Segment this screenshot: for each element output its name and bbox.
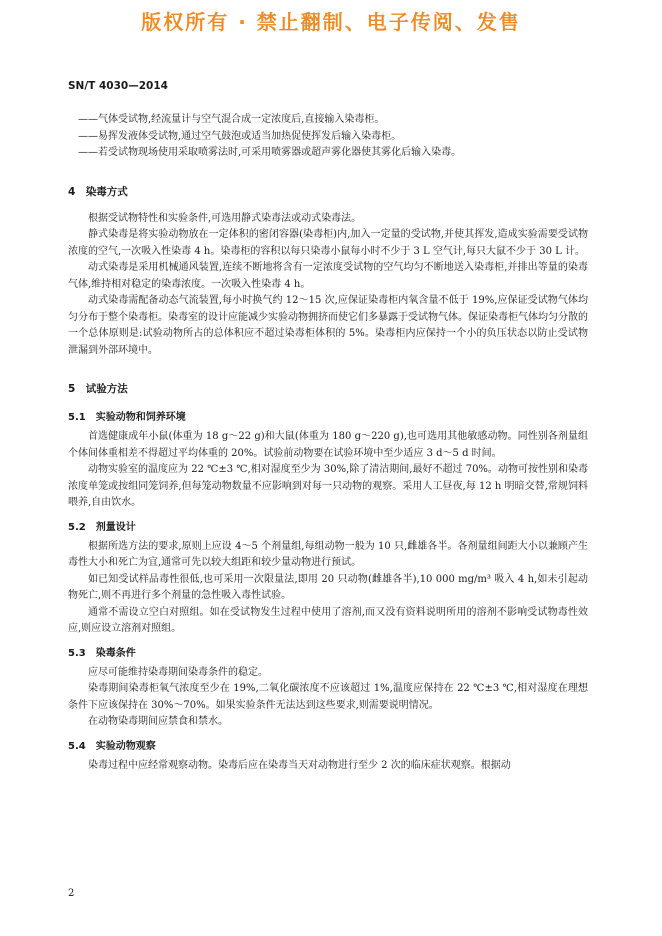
page-number: 2 xyxy=(68,888,75,899)
paragraph: 染毒过程中应经常观察动物。染毒后应在染毒当天对动物进行至少 2 次的临床症状观察。根据动 xyxy=(88,759,511,771)
section-5-3-heading: 5.3 染毒条件 xyxy=(68,647,136,659)
paragraph: 动式染毒需配备动态气流装置,每小时换气约 12～15 次,应保证染毒柜内氧含量不低于 19%,应保证受试物气体均匀分布于整个染毒柜。染毒室的设计应能减少实验动物拥挤而使它们多暴露于受试物气体。保证染毒柜气体均匀分散的一个总体原则是:试验动物所占的总体积应不超过染毒柜体积的 5%。染毒柜内应保持一个小的负压状态以防止受试物泄漏到外部环境中。 xyxy=(68,295,588,356)
copyright-banner: 版权所有 · 禁止翻制、电子传阅、发售 xyxy=(141,10,521,34)
intro-dash-item: ——易挥发液体受试物,通过空气鼓泡或适当加热促使挥发后输入染毒柜。 xyxy=(78,130,402,142)
section-5-4-heading: 5.4 实验动物观察 xyxy=(68,740,156,752)
paragraph: 根据受试物特性和实验条件,可选用静式染毒法或动式染毒法。 xyxy=(88,212,362,224)
paragraph: 在动物染毒期间应禁食和禁水。 xyxy=(88,716,228,727)
paragraph: 动物实验室的温度应为 22 ℃±3 ℃,相对湿度至少为 30%,除了清洁期间,最好不超过 70%。动物可按性别和染毒浓度单笼或按组同笼饲养,但每笼动物数量不应影响到对每一只动物的观察。采用人工昼夜,每 12 h 明暗交替,常规饲料喂养,自由饮水。 xyxy=(68,464,588,508)
document-body xyxy=(68,100,588,774)
paragraph: 通常不需设立空白对照组。如在受试物发生过程中使用了溶剂,而又没有资料说明所用的溶剂不影响受试物毒性效应,则应设立溶剂对照组。 xyxy=(68,606,588,634)
section-5-2-heading: 5.2 剂量设计 xyxy=(68,521,136,533)
paragraph: 应尽可能维持染毒期间染毒条件的稳定。 xyxy=(88,666,268,678)
paragraph: 静式染毒是将实验动物放在一定体积的密闭容器(染毒柜)内,加入一定量的受试物,并使其挥发,造成实验需要受试物浓度的空气,一次吸入性染毒 4 h。染毒柜的容积以每只染毒小鼠每小时不少于 3 L 空气计,每只大鼠不少于 30 L 计。 xyxy=(68,229,588,257)
paragraph: 根据所选方法的要求,原则上应设 4～5 个剂量组,每组动物一般为 10 只,雌雄各半。各剂量组间距大小以兼顾产生毒性大小和死亡为宜,通常可先以较大组距和较少量动物进行预试。 xyxy=(68,540,588,568)
paragraph: 如已知受试样品毒性很低,也可采用一次限量法,即用 20 只动物(雌雄各半),10 000 mg/m³ 吸入 4 h,如未引起动物死亡,则不再进行多个剂量的急性吸入毒性试验。 xyxy=(68,573,588,601)
paragraph: 染毒期间染毒柜氧气浓度至少在 19%,二氧化碳浓度不应该超过 1%,温度应保持在 22 ℃±3 ℃,相对湿度在理想条件下应该保持在 30%～70%。如果实验条件无法达到这些要求,则需要说明情况。 xyxy=(68,683,588,711)
paragraph: 动式染毒是采用机械通风装置,连续不断地将含有一定浓度受试物的空气均匀不断地送入染毒柜,并排出等量的染毒气体,维持相对稳定的染毒浓度。一次吸入性染毒 4 h。 xyxy=(68,262,588,290)
paragraph: 首选健康成年小鼠(体重为 18 g～22 g)和大鼠(体重为 180 g～220 g),也可选用其他敏感动物。同性别各剂量组个体间体重相差不得超过平均体重的 20%。试验前动物要在试验环境中至少适应 3 d～5 d 时间。 xyxy=(68,431,588,459)
section-4-heading: 4 染毒方式 xyxy=(68,185,128,198)
intro-dash-item: ——气体受试物,经流量计与空气混合成一定浓度后,直接输入染毒柜。 xyxy=(78,114,385,125)
section-5-heading: 5 试验方法 xyxy=(68,383,128,395)
section-5-1-heading: 5.1 实验动物和饲养环境 xyxy=(68,412,186,423)
standard-code: SN/T 4030—2014 xyxy=(68,80,168,92)
intro-dash-item: ——若受试物现场使用采取喷雾法时,可采用喷雾器或超声雾化器使其雾化后输入染毒。 xyxy=(78,147,462,158)
